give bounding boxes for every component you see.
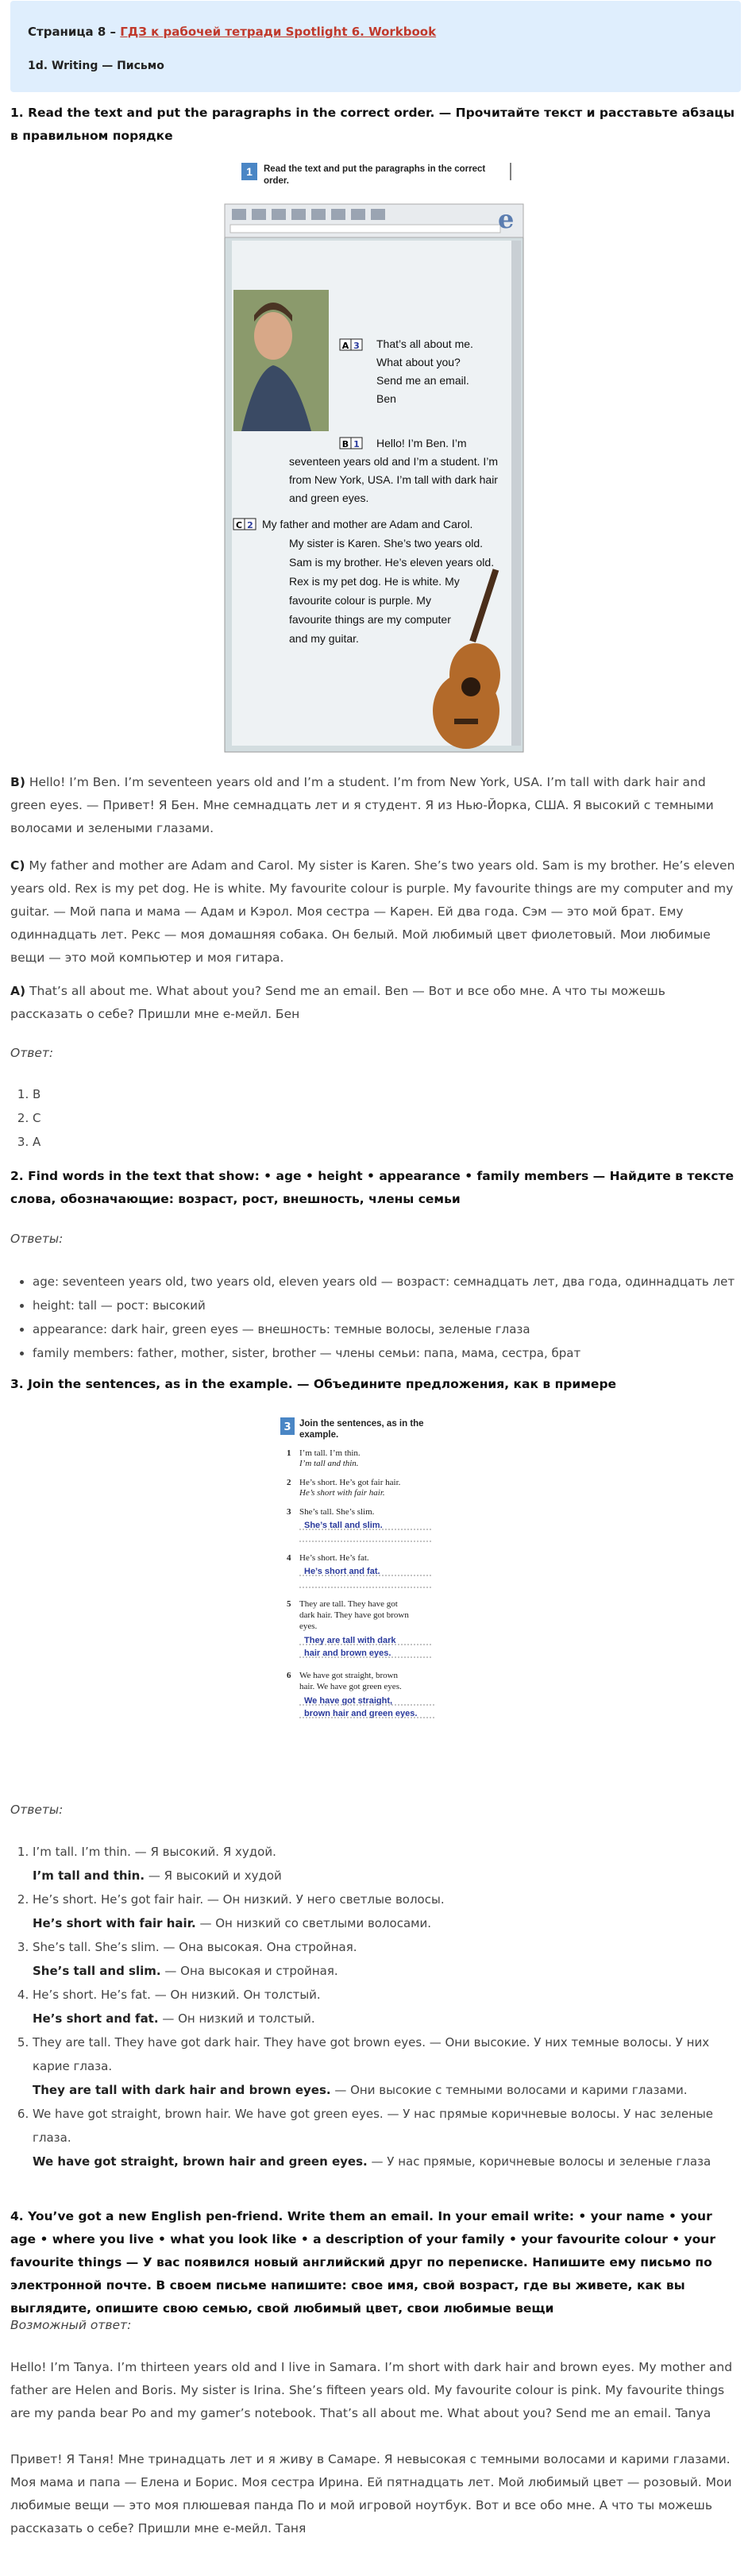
task1-paragraph-c	[10, 854, 741, 970]
svg-text:My sister is Karen. She’s two: My sister is Karen. She’s two years old.	[289, 537, 484, 550]
page-header	[10, 1, 741, 92]
task2-answer-label	[10, 1228, 741, 1251]
task1-paragraph-b	[10, 771, 741, 840]
figure-instruction: Read the text and put the paragraphs in the correct order.	[264, 164, 486, 186]
answer-english: Hello! I’m Tanya. I’m thirteen years old and I live in Samara. I’m short with dark hair and brown eyes. My mother and father are Helen and Boris. My sister is Irina. She’s fifteen years old. My favourite colour is pink. My favourite things are my panda bear Po and my gamer’s notebook. That’s all about me. What about you? Send me an email. Tanya	[10, 2360, 733, 2420]
task2-answers	[10, 1270, 741, 1365]
svg-text:They are tall with dark: They are tall with dark	[303, 1636, 396, 1645]
list-item: 4. He’s short. He’s fat. — Он низкий. Он толстый. He’s short and fat. — Он низкий и толстый.	[33, 1983, 741, 2030]
task4-answer-ru	[10, 2448, 741, 2540]
label-a: A)	[10, 984, 26, 998]
para-c-label: C	[235, 520, 243, 530]
e-logo-icon: e	[498, 204, 515, 234]
svg-text:He’s short. He’s fat.: He’s short. He’s fat.	[299, 1553, 369, 1563]
task4-title: 4. You’ve got a new English pen-friend. Write them an email. In your email write: • your name • your age • where you live • what you look like • a description of your family • your favourite colour • your favourite things — У вас появился новый английский друг по переписке. Напишите ему письмо по электронной почте. В своем письме напишите: свое имя, свой возраст, где вы живете, как вы выглядите, опишите свою семью, свой любимый цвет, свои любимые вещи	[10, 2209, 715, 2316]
svg-text:dark hair. They have got brown: dark hair. They have got brown	[299, 1610, 409, 1620]
para-c-answer: 2	[247, 520, 253, 530]
answer-label: Ответ:	[10, 1046, 54, 1060]
list-item: • height: tall — рост: высокий	[33, 1294, 741, 1317]
workbook-link[interactable]: ГДЗ к рабочей тетради Spotlight 6. Workbook	[120, 25, 437, 39]
svg-text:3: 3	[286, 1507, 291, 1517]
page	[0, 1, 752, 2576]
svg-text:hair and brown eyes.: hair and brown eyes.	[303, 1649, 391, 1658]
a-english: That’s all about me. What about you? Send me an email. Ben	[29, 984, 409, 998]
list-item: • age: seventeen years old, two years old, eleven years old — возраст: семнадцать лет, два года, одиннадцать лет	[33, 1270, 741, 1294]
task3-figure-image	[277, 1416, 476, 1765]
para-a-answer: 3	[353, 341, 360, 351]
page-label: Страница 8 –	[28, 25, 117, 39]
svg-text:She’s tall and slim.: She’s tall and slim.	[303, 1521, 383, 1530]
svg-text:Ben: Ben	[376, 392, 396, 405]
person-photo-icon	[233, 290, 329, 431]
svg-text:and my guitar.: and my guitar.	[289, 632, 359, 645]
task3-answers	[10, 1840, 741, 2173]
b-russian: — Привет! Я Бен. Мне семнадцать лет и я студент. Я из Нью-Йорка, США. Я высокий с темными волосами и зелеными глазами.	[10, 798, 714, 835]
c-english: My father and mother are Adam and Carol. My sister is Karen. She’s two years old. Sam is my brother. He’s eleven years old. Rex is my pet dog. He is white. My favourite colour is purple. My favourite things are my computer and my guitar.	[10, 858, 735, 919]
answer-label: Ответы:	[10, 1232, 64, 1246]
task-number: 3	[283, 1421, 291, 1433]
c-russian: — Мой папа и мама — Адам и Кэрол. Моя сестра — Карен. Ей два года. Сэм — это мой брат. Ему одиннадцать лет. Рекс — моя домашняя собака. Он белый. Мой любимый цвет фиолетовый. Мои любимые вещи — это мой компьютер и моя гитара.	[10, 904, 711, 965]
svg-text:5: 5	[286, 1599, 291, 1609]
task1-figure-image	[224, 163, 528, 754]
svg-text:That’s all about me.: That’s all about me.	[376, 337, 473, 350]
list-item: 1. I’m tall. I’m thin. — Я высокий. Я худой. I’m tall and thin. — Я высокий и худой	[33, 1840, 741, 1888]
svg-text:We have got straight, brown: We have got straight, brown	[299, 1671, 398, 1680]
task1-title: 1. Read the text and put the paragraphs in the correct order. — Прочитайте текст и расставьте абзацы в правильном порядке	[10, 106, 735, 143]
svg-text:6: 6	[286, 1671, 291, 1680]
svg-text:4: 4	[286, 1553, 291, 1563]
svg-text:seventeen years old and I’m a: seventeen years old and I’m a student. I’m	[289, 455, 499, 468]
svg-text:eyes.: eyes.	[299, 1622, 317, 1631]
task3-figure	[0, 1416, 752, 1765]
svg-text:My father and mother are Adam: My father and mother are Adam and Carol.	[262, 518, 473, 530]
label-b: B)	[10, 775, 25, 789]
header-title	[28, 25, 723, 39]
task1-answer-label	[10, 1042, 741, 1065]
svg-text:favourite things are my comput: favourite things are my computer	[289, 613, 451, 626]
svg-text:brown hair and green eyes.: brown hair and green eyes.	[303, 1709, 417, 1718]
list-item: 1. B	[33, 1082, 741, 1106]
para-b-label: B	[341, 439, 349, 449]
task3-title: 3. Join the sentences, as in the example. — Объедините предложения, как в примере	[10, 1377, 617, 1391]
svg-text:from New York, USA. I’m tall w: from New York, USA. I’m tall with dark hair	[289, 473, 498, 486]
section-title: 1d. Writing — Письмо	[28, 60, 164, 72]
svg-text:They are tall. They have got: They are tall. They have got	[299, 1599, 398, 1609]
list-item: 2. C	[33, 1106, 741, 1130]
answer-label: Ответы:	[10, 1803, 64, 1817]
svg-text:1: 1	[286, 1448, 291, 1458]
task-number: 1	[246, 165, 253, 178]
task1-paragraph-a	[10, 980, 741, 1026]
answer-label: Возможный ответ:	[10, 2318, 132, 2332]
list-item: • family members: father, mother, sister, brother — члены семьи: папа, мама, сестра, брат	[33, 1341, 741, 1365]
answer-russian: Привет! Я Таня! Мне тринадцать лет и я живу в Самаре. Я невысокая с темными волосами и карими глазами. Моя мама и папа — Елена и Борис. Моя сестра Ирина. Ей пятнадцать лет. Мой любимый цвет — розовый. Мои любимые вещи — это моя плюшевая панда По и мой игровой ноутбук. Вот и все обо мне. А что ты можешь рассказать о себе? Пришли мне е-мейл. Таня	[10, 2452, 732, 2536]
svg-text:Sam is my brother. He’s eleven: Sam is my brother. He’s eleven years old.	[289, 556, 495, 569]
svg-text:We have got straight,: We have got straight,	[303, 1696, 392, 1706]
task4-answer-en	[10, 2356, 741, 2425]
a-russian: — Вот и все обо мне. А что ты можешь рассказать о себе? Пришли мне е-мейл. Бен	[10, 984, 665, 1021]
answer-list	[10, 1270, 741, 1365]
list-item: • appearance: dark hair, green eyes — внешность: темные волосы, зеленые глаза	[33, 1317, 741, 1341]
para-b-answer: 1	[353, 439, 360, 449]
svg-text:Hello! I’m Ben. I’m: Hello! I’m Ben. I’m	[376, 437, 467, 449]
para-a-label: A	[341, 341, 349, 351]
svg-text:He’s short and fat.: He’s short and fat.	[303, 1567, 380, 1576]
task1-figure	[0, 163, 752, 754]
svg-text:What about you?: What about you?	[376, 356, 461, 368]
svg-text:hair. We have got green eyes.: hair. We have got green eyes.	[299, 1682, 402, 1691]
svg-text:He’s short. He’s got fair hair: He’s short. He’s got fair hair.	[299, 1478, 400, 1487]
task4-answer-label	[10, 2314, 741, 2337]
label-c: C)	[10, 858, 25, 873]
svg-text:I’m tall. I’m thin.: I’m tall. I’m thin.	[299, 1448, 361, 1458]
svg-text:I’m tall and thin.: I’m tall and thin.	[299, 1459, 359, 1468]
svg-text:and green eyes.: and green eyes.	[289, 492, 369, 504]
svg-text:2: 2	[286, 1478, 291, 1487]
svg-text:example.: example.	[299, 1430, 338, 1440]
svg-text:Rex is my pet dog. He is white: Rex is my pet dog. He is white. My	[289, 575, 460, 588]
task3-answer-label	[10, 1799, 741, 1822]
svg-text:Send me an email.: Send me an email.	[376, 374, 469, 387]
list-item: 3. She’s tall. She’s slim. — Она высокая. Она стройная. She’s tall and slim. — Она высокая и стройная.	[33, 1935, 741, 1983]
list-item: 2. He’s short. He’s got fair hair. — Он низкий. У него светлые волосы. He’s short with fair hair. — Он низкий со светлыми волосами.	[33, 1888, 741, 1935]
task1-answers	[10, 1082, 741, 1154]
list-item: 3. A	[33, 1130, 741, 1154]
b-english: Hello! I’m Ben. I’m seventeen years old and I’m a student. I’m from New York, USA. I’m tall with dark hair and green eyes.	[10, 775, 706, 812]
task2-title: 2. Find words in the text that show: • age • height • appearance • family members — Найдите в тексте слова, обозначающие: возраст, рост, внешность, члены семьи	[10, 1169, 735, 1206]
list-item: 6. We have got straight, brown hair. We have got green eyes. — У нас прямые коричневые волосы. У нас зеленые глаза. We have got straight, brown hair and green eyes. — У нас прямые, коричневые волосы и зеленые глаза	[33, 2102, 741, 2173]
svg-text:She’s tall. She’s slim.: She’s tall. She’s slim.	[299, 1507, 374, 1517]
answer-list	[10, 1840, 741, 2173]
answer-list	[10, 1082, 741, 1154]
svg-text:favourite colour is purple. My: favourite colour is purple. My	[289, 594, 431, 607]
list-item: 5. They are tall. They have got dark hair. They have got brown eyes. — Они высокие. У них темные волосы. У них карие глаза. They are tall with dark hair and brown eyes. — Они высокие с темными волосами и карими глазами.	[33, 2030, 741, 2102]
svg-text:Join the sentences, as in the: Join the sentences, as in the	[299, 1419, 424, 1429]
svg-text:He’s short with fair hair.: He’s short with fair hair.	[299, 1488, 385, 1498]
